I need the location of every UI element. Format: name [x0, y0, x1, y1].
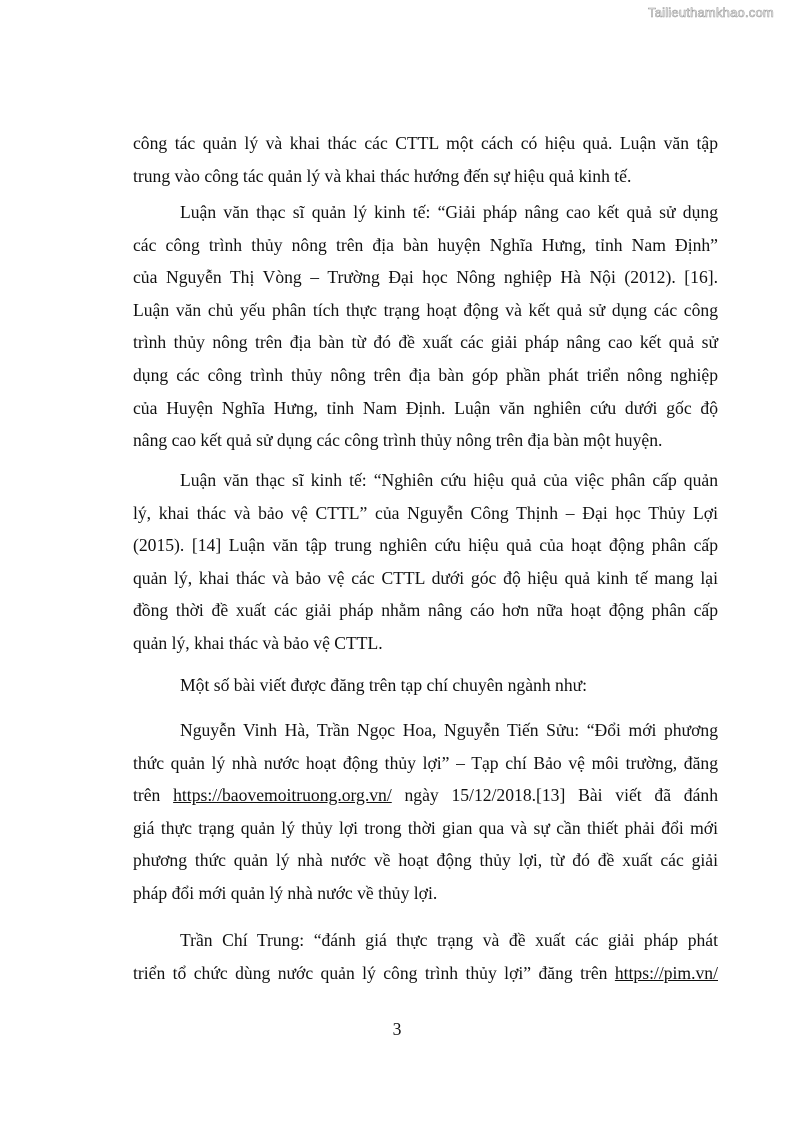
text-line: công tác quản lý và khai thác các CTTL một cách có hiệu quả. Luận văn tập	[133, 133, 718, 153]
paragraph	[133, 719, 718, 915]
watermark: Tailieuthamkhao.com	[648, 5, 774, 20]
paragraph	[133, 674, 718, 707]
text-line: Trần Chí Trung: “đánh giá thực trạng và đề xuất các giải pháp phát	[180, 930, 718, 950]
text-line: pháp đổi mới quản lý nhà nước về thủy lợi.	[133, 882, 438, 903]
line-text: trên	[133, 785, 174, 806]
paragraph	[133, 201, 718, 462]
text-line: giá thực trạng quản lý thủy lợi trong thời gian qua và sự cần thiết phải đổi mới	[133, 817, 718, 838]
text-line	[133, 784, 718, 817]
text-line: trình thủy nông trên địa bàn từ đó đề xuất các giải pháp nâng cao kết quả sử	[133, 332, 718, 353]
text-line: Luận văn thạc sĩ quản lý kinh tế: “Giải pháp nâng cao kết quả sử dụng	[180, 202, 718, 222]
text-line: phương thức quản lý nhà nước về hoạt động thủy lợi, từ đó đề xuất các giải	[133, 850, 718, 871]
paragraph	[133, 929, 718, 994]
text-line: Luận văn thạc sĩ kinh tế: “Nghiên cứu hiệu quả của việc phân cấp quản	[180, 470, 718, 490]
url-link[interactable]: https://baovemoitruong.org.vn/	[173, 785, 392, 806]
text-line: Nguyễn Vinh Hà, Trần Ngọc Hoa, Nguyễn Tiến Sửu: “Đổi mới phương	[180, 720, 718, 740]
paragraph	[133, 132, 718, 197]
text-line: lý, khai thác và bảo vệ CTTL” của Nguyễn Công Thịnh – Đại học Thủy Lợi	[133, 502, 718, 523]
text-line: của Nguyễn Thị Vòng – Trường Đại học Nông nghiệp Hà Nội (2012). [16].	[133, 267, 718, 288]
text-line: (2015). [14] Luận văn tập trung nghiên cứu hiệu quả của hoạt động phân cấp	[133, 535, 718, 556]
text-line: dụng các công trình thủy nông trên địa bàn góp phần phát triển nông nghiệp	[133, 364, 718, 385]
text-line: quản lý, khai thác và bảo vệ các CTTL dưới góc độ hiệu quả kinh tế mang lại	[133, 567, 718, 588]
line-text: ngày 15/12/2018.[13] Bài viết đã đánh	[391, 785, 718, 806]
text-line: nâng cao kết quả sử dụng các công trình thủy nông trên địa bàn một huyện.	[133, 430, 663, 451]
text-line: Luận văn chủ yếu phân tích thực trạng hoạt động và kết quả sử dụng các công	[133, 299, 718, 320]
text-line: của Huyện Nghĩa Hưng, tỉnh Nam Định. Luận văn nghiên cứu dưới gốc độ	[133, 397, 718, 418]
line-text: triển tổ chức dùng nước quản lý công trình thủy lợi” đăng trên	[133, 962, 615, 983]
text-line: Một số bài viết được đăng trên tạp chí chuyên ngành như:	[180, 675, 588, 695]
text-line: thức quản lý nhà nước hoạt động thủy lợi” – Tạp chí Bảo vệ môi trường, đăng	[133, 752, 718, 773]
text-line	[133, 962, 718, 995]
text-line: đồng thời đề xuất các giải pháp nhằm nâng cáo hơn nữa hoạt động phân cấp	[133, 600, 718, 621]
paragraph	[133, 469, 718, 665]
text-line: quản lý, khai thác và bảo vệ CTTL.	[133, 632, 383, 653]
page-number: 3	[392, 1019, 402, 1039]
text-line: các công trình thủy nông trên địa bàn huyện Nghĩa Hưng, tỉnh Nam Định”	[133, 234, 718, 255]
url-link[interactable]: https://pim.vn/	[614, 962, 718, 983]
text-line: trung vào công tác quản lý và khai thác hướng đến sự hiệu quả kinh tế.	[133, 165, 632, 186]
